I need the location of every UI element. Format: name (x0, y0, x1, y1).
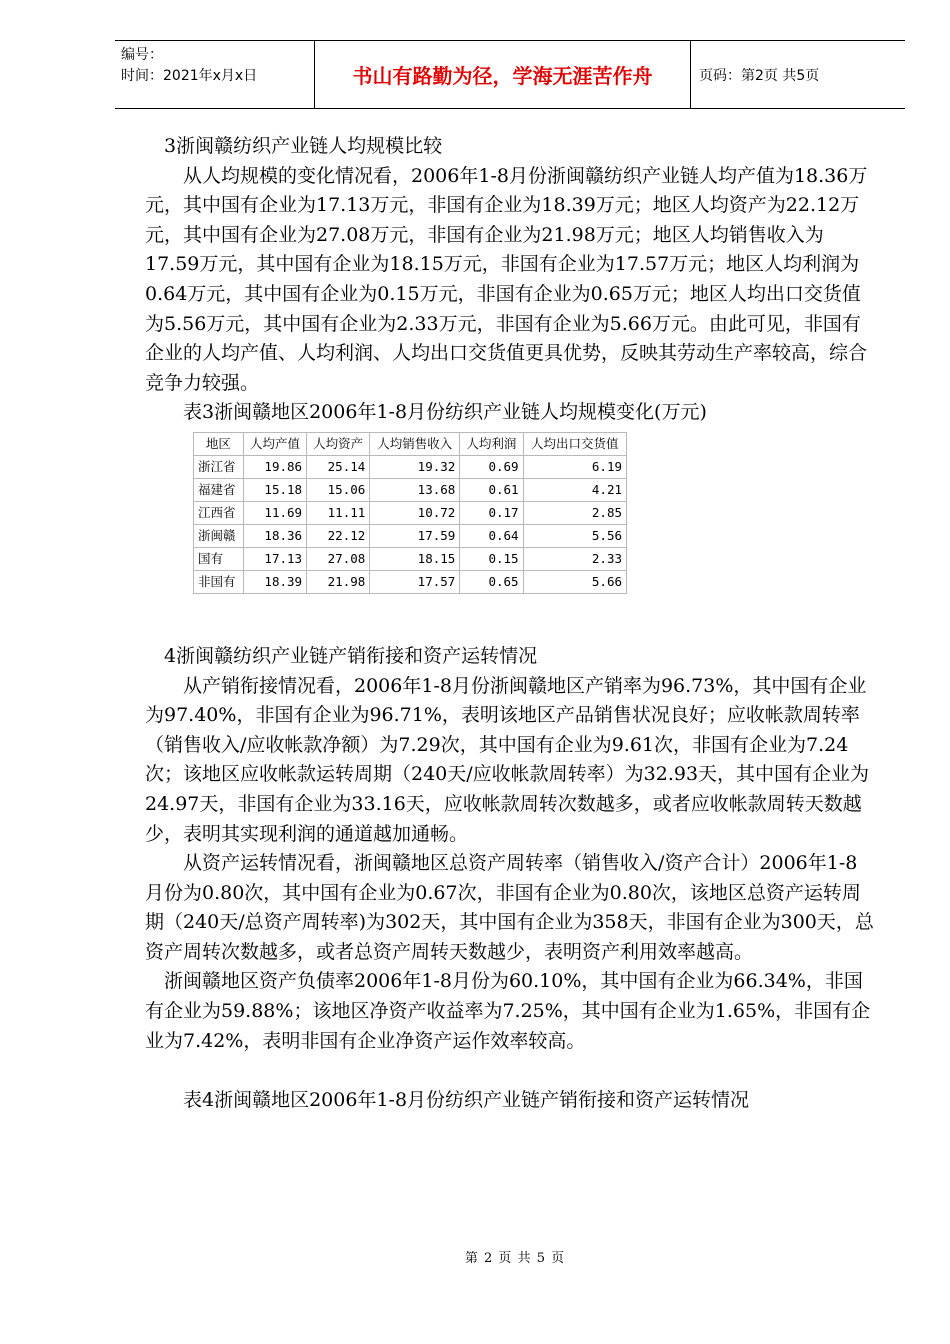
document-time-label: 时间：2021年x月x日 (121, 68, 258, 84)
column-header: 人均出口交货值 (523, 432, 626, 455)
page-header (115, 40, 905, 109)
table-3-caption: 表3浙闽赣地区2006年1-8月份纺织产业链人均规模变化(万元) (183, 401, 707, 424)
table-row (194, 455, 627, 478)
value-cell: 18.36 (243, 524, 306, 547)
value-cell: 0.69 (460, 455, 523, 478)
value-cell: 17.57 (370, 570, 460, 593)
value-cell: 5.66 (523, 570, 626, 593)
header-meta (115, 41, 315, 108)
value-cell: 13.68 (370, 478, 460, 501)
document-number-label: 编号： (121, 47, 163, 63)
header-page-label: 页码：第2页 共5页 (699, 67, 820, 84)
value-cell: 15.18 (243, 478, 306, 501)
page-footer: 第 2 页 共 5 页 (464, 1251, 566, 1266)
value-cell: 6.19 (523, 455, 626, 478)
table-row (194, 501, 627, 524)
region-cell: 浙闽赣 (194, 524, 244, 547)
region-cell: 福建省 (194, 478, 244, 501)
section-4-paragraph-2: 从资产运转情况看，浙闽赣地区总资产周转率（销售收入/资产合计）2006年1-8月份为0.80次，其中国有企业为0.67次，非国有企业为0.80次，该地区总资产运转周期（240天/总资产周转率)为302天，其中国有企业为358天，非国有企业为300天，总资产周转次数越多，或者总资产周转天数越少，表明资产利用效率越高。 (145, 852, 874, 963)
table-row (194, 524, 627, 547)
value-cell: 22.12 (307, 524, 370, 547)
value-cell: 18.39 (243, 570, 306, 593)
value-cell: 17.59 (370, 524, 460, 547)
value-cell: 0.64 (460, 524, 523, 547)
value-cell: 5.56 (523, 524, 626, 547)
value-cell: 25.14 (307, 455, 370, 478)
value-cell: 19.32 (370, 455, 460, 478)
table-header-row (194, 432, 627, 455)
column-header: 人均销售收入 (370, 432, 460, 455)
column-header: 人均资产 (307, 432, 370, 455)
value-cell: 2.33 (523, 547, 626, 570)
value-cell: 11.11 (307, 501, 370, 524)
table-3-container (193, 432, 631, 604)
value-cell: 11.69 (243, 501, 306, 524)
value-cell: 19.86 (243, 455, 306, 478)
section-3-paragraph: 从人均规模的变化情况看，2006年1-8月份浙闽赣纺织产业链人均产值为18.36万元，其中国有企业为17.13万元，非国有企业为18.39万元；地区人均资产为22.12万元，其中国有企业为27.08万元，非国有企业为21.98万元；地区人均销售收入为17.59万元，其中国有企业为18.15万元，非国有企业为17.57万元；地区人均利润为0.64万元，其中国有企业为0.15万元，非国有企业为0.65万元；地区人均出口交货值为5.56万元，其中国有企业为2.33万元，非国有企业为5.66万元。由此可见，非国有企业的人均产值、人均利润、人均出口交货值更具优势，反映其劳动生产率较高，综合竞争力较强。 (145, 164, 868, 394)
spacer (145, 604, 875, 642)
column-header: 人均利润 (460, 432, 523, 455)
table-row (194, 570, 627, 593)
section-4-paragraph-3: 浙闽赣地区资产负债率2006年1-8月份为60.10%，其中国有企业为66.34%，非国有企业为59.88%；该地区净资产收益率为7.25%，其中国有企业为1.65%，非国有企业为7.42%，表明非国有企业净资产运作效率较高。 (145, 970, 871, 1052)
value-cell: 0.17 (460, 501, 523, 524)
value-cell: 4.21 (523, 478, 626, 501)
section-4-title: 4浙闽赣纺织产业链产销衔接和资产运转情况 (164, 644, 538, 667)
region-cell: 国有 (194, 547, 244, 570)
table-row (194, 478, 627, 501)
value-cell: 18.15 (370, 547, 460, 570)
table-row (194, 547, 627, 570)
value-cell: 0.15 (460, 547, 523, 570)
region-cell: 江西省 (194, 501, 244, 524)
value-cell: 0.65 (460, 570, 523, 593)
region-cell: 浙江省 (194, 455, 244, 478)
value-cell: 27.08 (307, 547, 370, 570)
spacer (145, 1056, 875, 1086)
value-cell: 15.06 (307, 478, 370, 501)
value-cell: 21.98 (307, 570, 370, 593)
table-4-caption: 表4浙闽赣地区2006年1-8月份纺织产业链产销衔接和资产运转情况 (183, 1089, 750, 1112)
section-4-paragraph-1: 从产销衔接情况看，2006年1-8月份浙闽赣地区产销率为96.73%，其中国有企业为97.40%，非国有企业为96.71%，表明该地区产品销售状况良好；应收帐款周转率（销售收入/应收帐款净额）为7.29次，其中国有企业为9.61次，非国有企业为7.24次；该地区应收帐款运转周期（240天/应收帐款周转率）为32.93天，其中国有企业为24.97天，非国有企业为33.16天，应收帐款周转次数越多，或者应收帐款周转天数越少，表明其实现利润的通道越加通畅。 (145, 674, 870, 845)
section-3-title: 3浙闽赣纺织产业链人均规模比较 (164, 135, 443, 157)
value-cell: 0.61 (460, 478, 523, 501)
column-header: 地区 (194, 432, 244, 455)
table-3 (193, 432, 627, 594)
region-cell: 非国有 (194, 570, 244, 593)
column-header: 人均产值 (243, 432, 306, 455)
document-body (145, 132, 875, 1116)
header-motto: 书山有路勤为径，学海无涯苦作舟 (315, 41, 691, 108)
value-cell: 17.13 (243, 547, 306, 570)
value-cell: 2.85 (523, 501, 626, 524)
value-cell: 10.72 (370, 501, 460, 524)
